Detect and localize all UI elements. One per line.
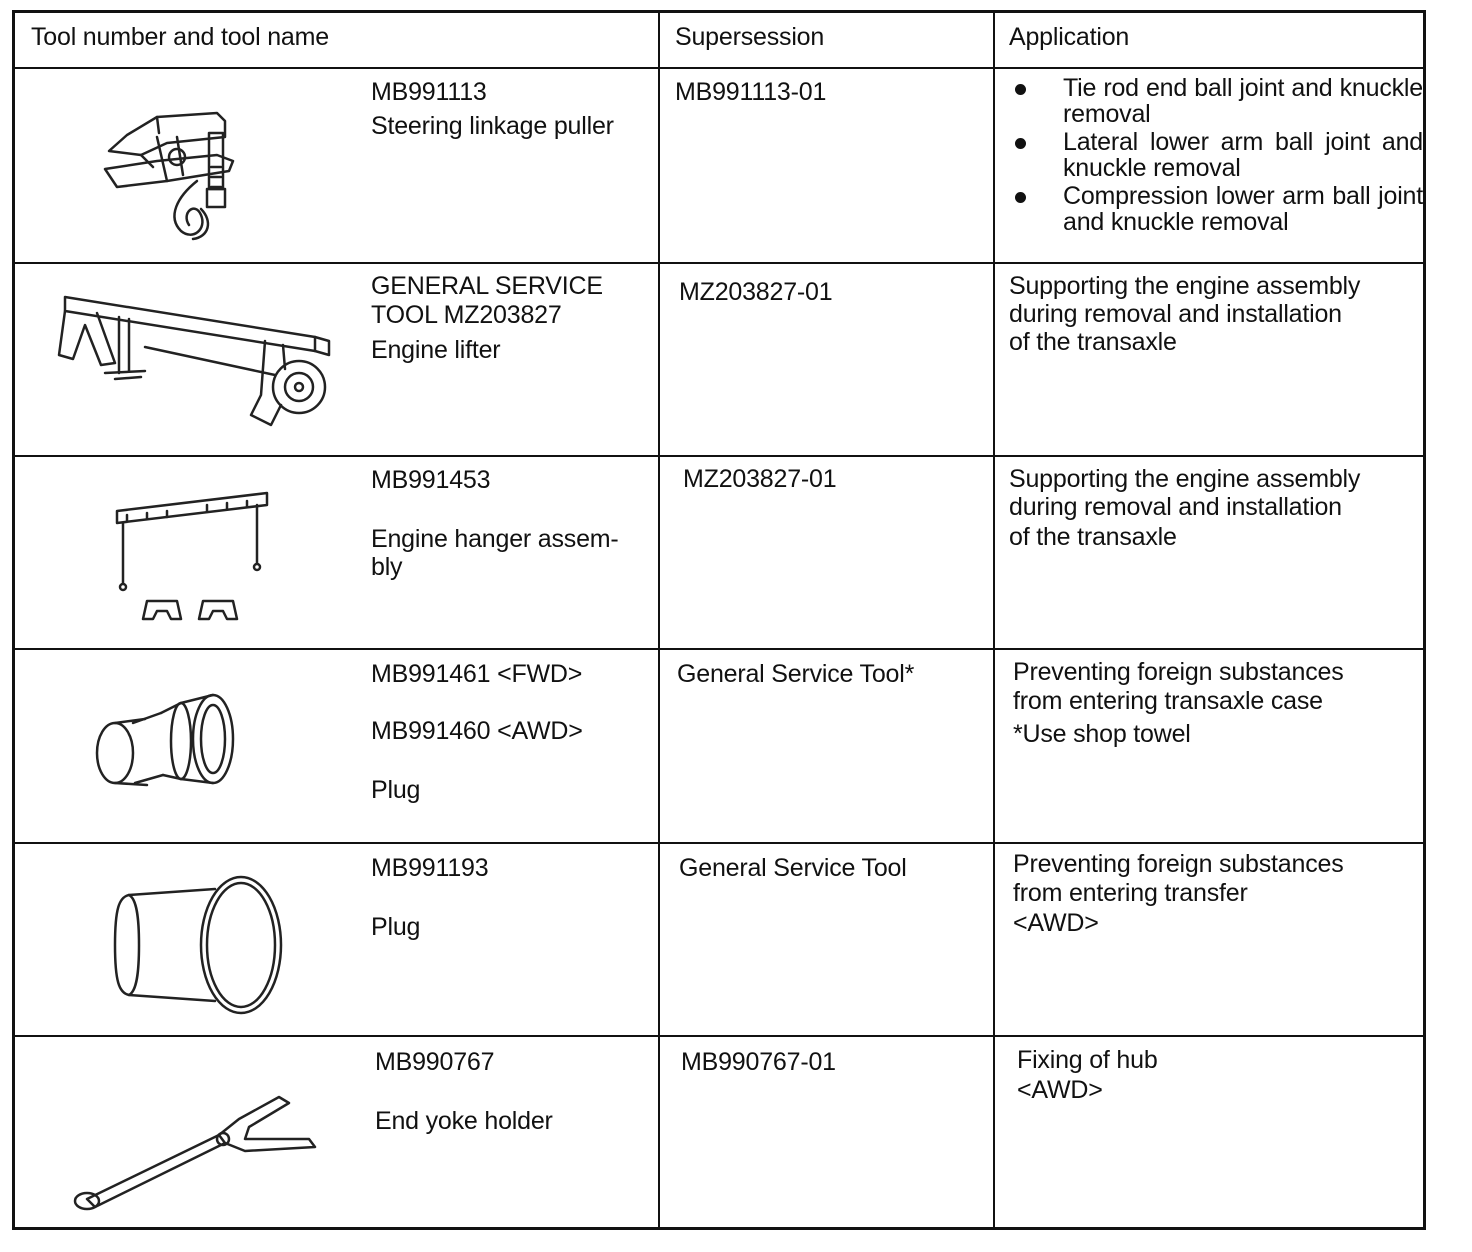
supersession: MB990767-01 xyxy=(681,1048,836,1076)
row-divider xyxy=(15,455,1423,457)
column-divider xyxy=(658,13,660,1227)
application-line: Preventing foreign substances xyxy=(1013,850,1344,878)
application-line: Supporting the engine assembly xyxy=(1009,465,1361,493)
application-bullets xyxy=(1009,75,1423,237)
row-divider xyxy=(15,67,1423,69)
application-line: from entering transfer xyxy=(1013,879,1248,907)
tool-number: TOOL MZ203827 xyxy=(371,301,562,329)
special-tools-table xyxy=(12,10,1426,1230)
application-line: of the transaxle xyxy=(1009,328,1177,356)
tool-number: MB991453 xyxy=(371,466,491,494)
tool-name: Engine hanger assem- xyxy=(371,525,619,553)
supersession: MZ203827-01 xyxy=(683,465,837,493)
row-divider xyxy=(15,262,1423,264)
tool-name: Engine lifter xyxy=(371,336,501,364)
tool-number: GENERAL SERVICE xyxy=(371,272,603,300)
application-line: *Use shop towel xyxy=(1013,720,1191,748)
end-yoke-holder-icon xyxy=(69,1083,329,1213)
application-bullet: Compression lower arm ball joint and knuckle removal xyxy=(1009,183,1423,235)
tool-number: MB991461 <FWD> xyxy=(371,660,583,688)
tool-name: End yoke holder xyxy=(375,1107,553,1135)
application-line: <AWD> xyxy=(1013,909,1099,937)
application-line: <AWD> xyxy=(1017,1076,1103,1104)
tool-number: MB991193 xyxy=(371,854,489,882)
application-line: of the transaxle xyxy=(1009,523,1177,551)
supersession: MB991113-01 xyxy=(675,78,827,106)
tool-name: bly xyxy=(371,553,403,581)
plug-cap-icon xyxy=(105,869,295,1019)
application-line: Supporting the engine assembly xyxy=(1009,272,1361,300)
supersession: MZ203827-01 xyxy=(679,278,833,306)
header-tool: Tool number and tool name xyxy=(31,23,329,51)
header-application: Application xyxy=(1009,23,1130,51)
application-line: during removal and installation xyxy=(1009,300,1342,328)
tool-name: Plug xyxy=(371,776,421,804)
header-supersession: Supersession xyxy=(675,23,825,51)
supersession: General Service Tool* xyxy=(677,660,915,688)
engine-lifter-icon xyxy=(45,285,335,445)
column-divider xyxy=(993,13,995,1227)
application-line: Fixing of hub xyxy=(1017,1046,1158,1074)
tool-name: Plug xyxy=(371,913,421,941)
row-divider xyxy=(15,648,1423,650)
tool-number: MB991460 <AWD> xyxy=(371,717,583,745)
plug-icon xyxy=(85,689,245,809)
application-bullet: Tie rod end ball joint and knuckle removal xyxy=(1009,75,1423,127)
engine-hanger-assembly-icon xyxy=(107,483,277,633)
supersession: General Service Tool xyxy=(679,854,907,882)
application-line: from entering transaxle case xyxy=(1013,687,1323,715)
application-line: Preventing foreign substances xyxy=(1013,658,1344,686)
tool-number: MB990767 xyxy=(375,1048,495,1076)
application-bullet: Lateral lower arm ball joint and knuckle removal xyxy=(1009,129,1423,181)
tool-number: MB991113 xyxy=(371,78,487,106)
steering-linkage-puller-icon xyxy=(97,97,257,247)
application-line: during removal and installation xyxy=(1009,493,1342,521)
row-divider xyxy=(15,842,1423,844)
tool-name: Steering linkage puller xyxy=(371,112,614,140)
row-divider xyxy=(15,1035,1423,1037)
